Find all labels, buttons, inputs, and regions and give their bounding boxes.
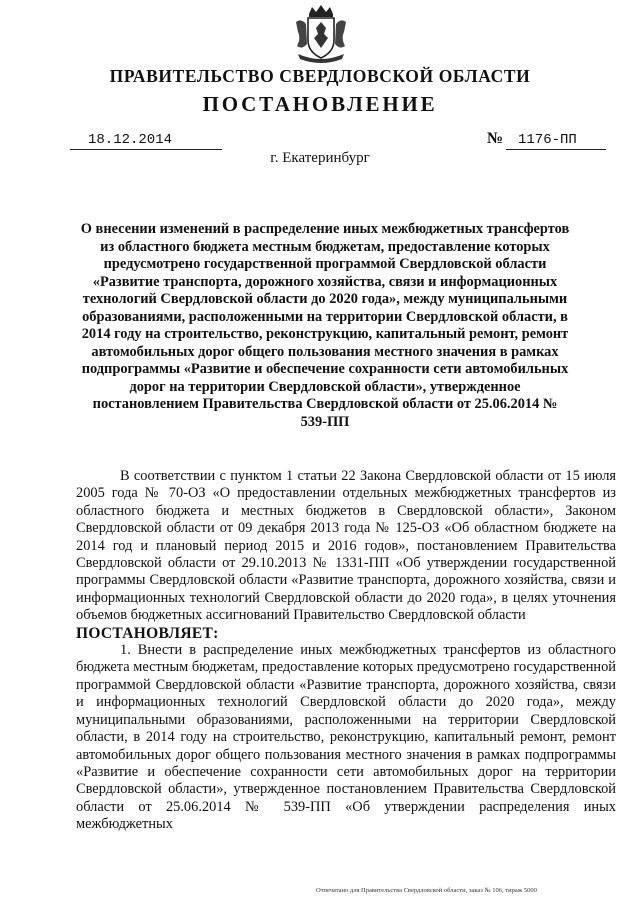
city: г. Екатеринбург [270,150,370,166]
document-title: О внесении изменений в распределение иных межбюджетных трансфертов из областного бюджета местным бюджетам, предоставление которых предусмотрено государственной программой Свердловской области «Развитие транспорта, дорожного хозяйства, связи и информационных технологий Свердловской области до 2020 года», между муниципальными образованиями, расположенными на территории Свердловской области, в 2014 году на строительство, реконструкцию, капитальный ремонт, ремонт автомобильных дорог общего пользования местного значения в рамках подпрограммы «Развитие и обеспечение сохранности сети автомобильных дорог на территории Свердловской области», утвержденное постановлением Правительства Свердловской области от 25.06.2014 № 539-ПП [80,221,570,430]
preamble-paragraph: В соответствии с пунктом 1 статьи 22 Закона Свердловской области от 15 июля 2005 года № 70-ОЗ «О предоставлении отдельных межбюджетных трансфертов из областного бюджета и местных бюджетов в Свердловской области», Законом Свердловской области от 09 декабря 2013 года № 125-ОЗ «Об областном бюджете на 2014 год и плановый период 2015 и 2016 годов», постановлением Правительства Свердловской области от 29.10.2013 № 1331-ПП «Об утверждении государственной программы Свердловской области «Развитие транспорта, дорожного хозяйства, связи и информационных технологий Свердловской области до 2020 года», в целях уточнения объемов бюджетных ассигнований Правительство Свердловской области [76,468,616,624]
print-footer: Отпечатано для Правительства Свердловской области, заказ № 106, тираж 5000 [316,887,537,894]
coat-of-arms-icon [292,4,350,64]
document-type: ПОСТАНОВЛЕНИЕ [202,92,438,116]
government-name: ПРАВИТЕЛЬСТВО СВЕРДЛОВСКОЙ ОБЛАСТИ [109,66,531,86]
number-sign: № [487,130,504,147]
document-date: 18.12.2014 [70,132,222,150]
item-1-paragraph: 1. Внести в распределение иных межбюджетных трансфертов из областного бюджета местным бюджетам, предоставление которых предусмотрено государственной программой Свердловской области «Развитие транспорта, дорожного хозяйства, связи и информационных технологий Свердловской области до 2020 года», между муниципальными образованиями, расположенными на территории Свердловской области, в 2014 году на строительство, реконструкцию, капитальный ремонт, ремонт автомобильных дорог общего пользования местного значения в рамках подпрограммы «Развитие и обеспечение сохранности сети автомобильных дорог на территории Свердловской области», утвержденное постановлением Правительства Свердловской области от 25.06.2014 № 539-ПП «Об утверждении распределения иных межбюджетных [76,642,617,833]
document-number: 1176-ПП [506,132,606,150]
document-body [76,468,616,834]
decree-word: ПОСТАНОВЛЯЕТ: [76,624,219,642]
